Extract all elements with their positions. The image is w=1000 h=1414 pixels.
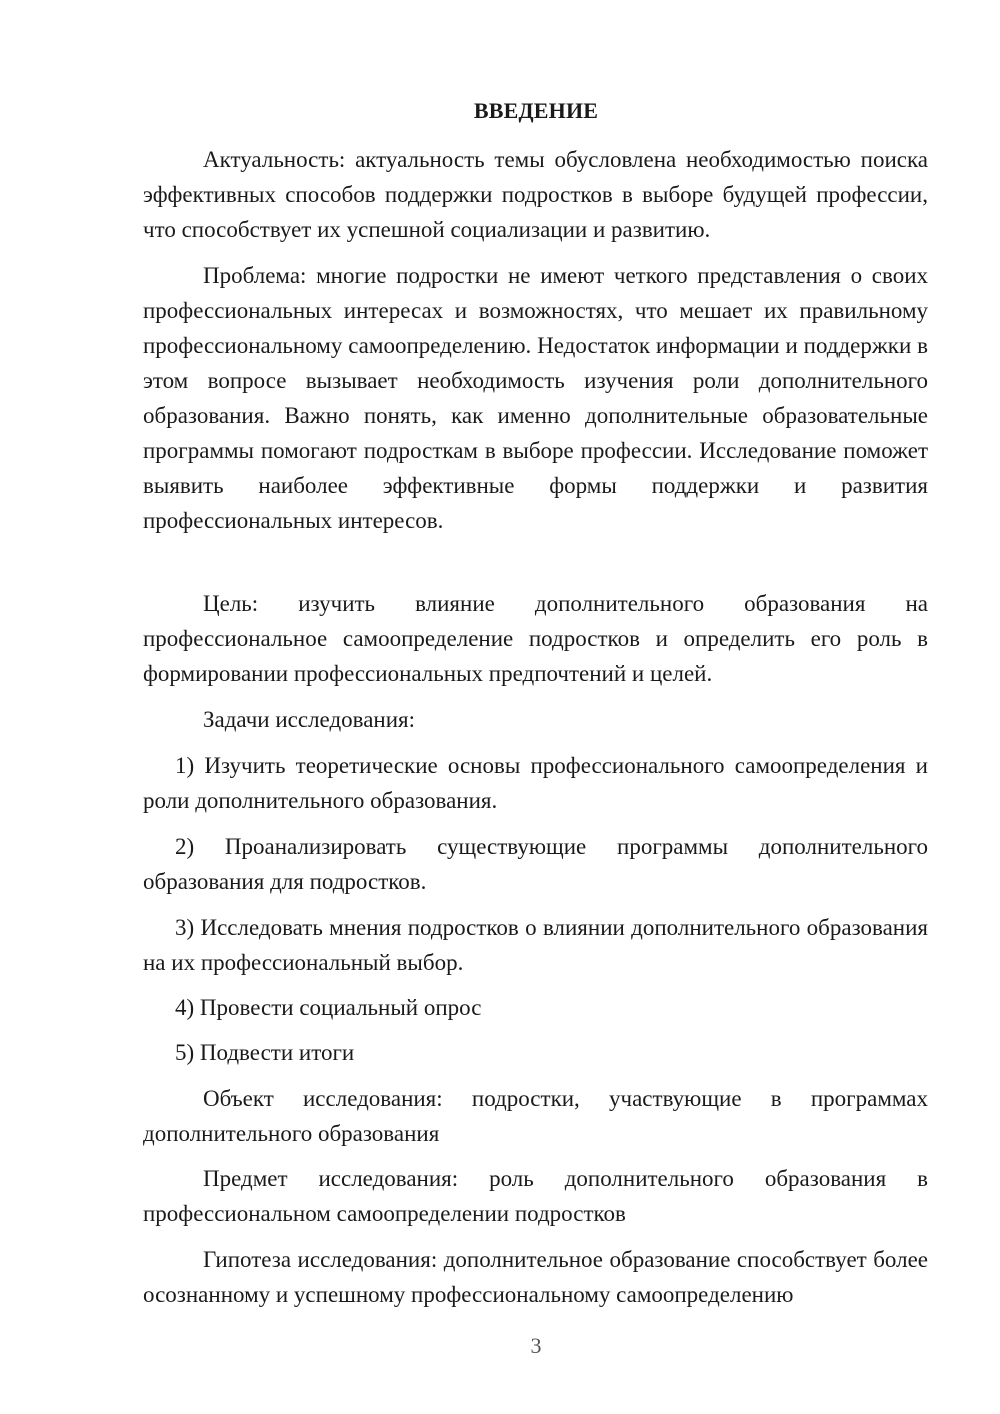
task-item: 1) Изучить теоретические основы профессионального самоопределения и роли дополнительного образования. — [143, 753, 928, 813]
subject-paragraph: Предмет исследования: роль дополнительного образования в профессиональном самоопределении подростков — [143, 1166, 928, 1226]
problem-paragraph: Проблема: многие подростки не имеют четкого представления о своих профессиональных интересах и возможностях, что мешает их правильному профессиональному самоопределению. Недостаток информации и поддержки в этом вопросе вызывает необходимость изучения роли дополнительного образования. Важно понять, как именно дополнительные образовательные программы помогают подросткам в выборе профессии. Исследование поможет выявить наиболее эффективные формы поддержки и развития профессиональных интересов. — [143, 263, 928, 533]
object-paragraph: Объект исследования: подростки, участвующие в программах дополнительного образования — [143, 1086, 928, 1146]
task-item: 2) Проанализировать существующие программы дополнительного образования для подростков. — [143, 834, 928, 894]
task-item: 4) Провести социальный опрос — [175, 995, 482, 1020]
task-item: 3) Исследовать мнения подростков о влиянии дополнительного образования на их профессиональный выбор. — [143, 915, 928, 975]
hypothesis-paragraph: Гипотеза исследования: дополнительное образование способствует более осознанному и успешному профессиональному самоопределению — [143, 1247, 928, 1307]
task-item: 5) Подвести итоги — [175, 1040, 355, 1065]
page-title: ВВЕДЕНИЕ — [473, 98, 599, 123]
tasks-heading: Задачи исследования: — [203, 707, 416, 732]
relevance-paragraph: Актуальность: актуальность темы обусловлена необходимостью поиска эффективных способов поддержки подростков в выборе будущей профессии, что способствует их успешной социализации и развитию. — [143, 147, 928, 242]
goal-paragraph: Цель: изучить влияние дополнительного образования на профессиональное самоопределение подростков и определить его роль в формировании профессиональных предпочтений и целей. — [143, 591, 928, 686]
page-number: 3 — [530, 1333, 542, 1358]
